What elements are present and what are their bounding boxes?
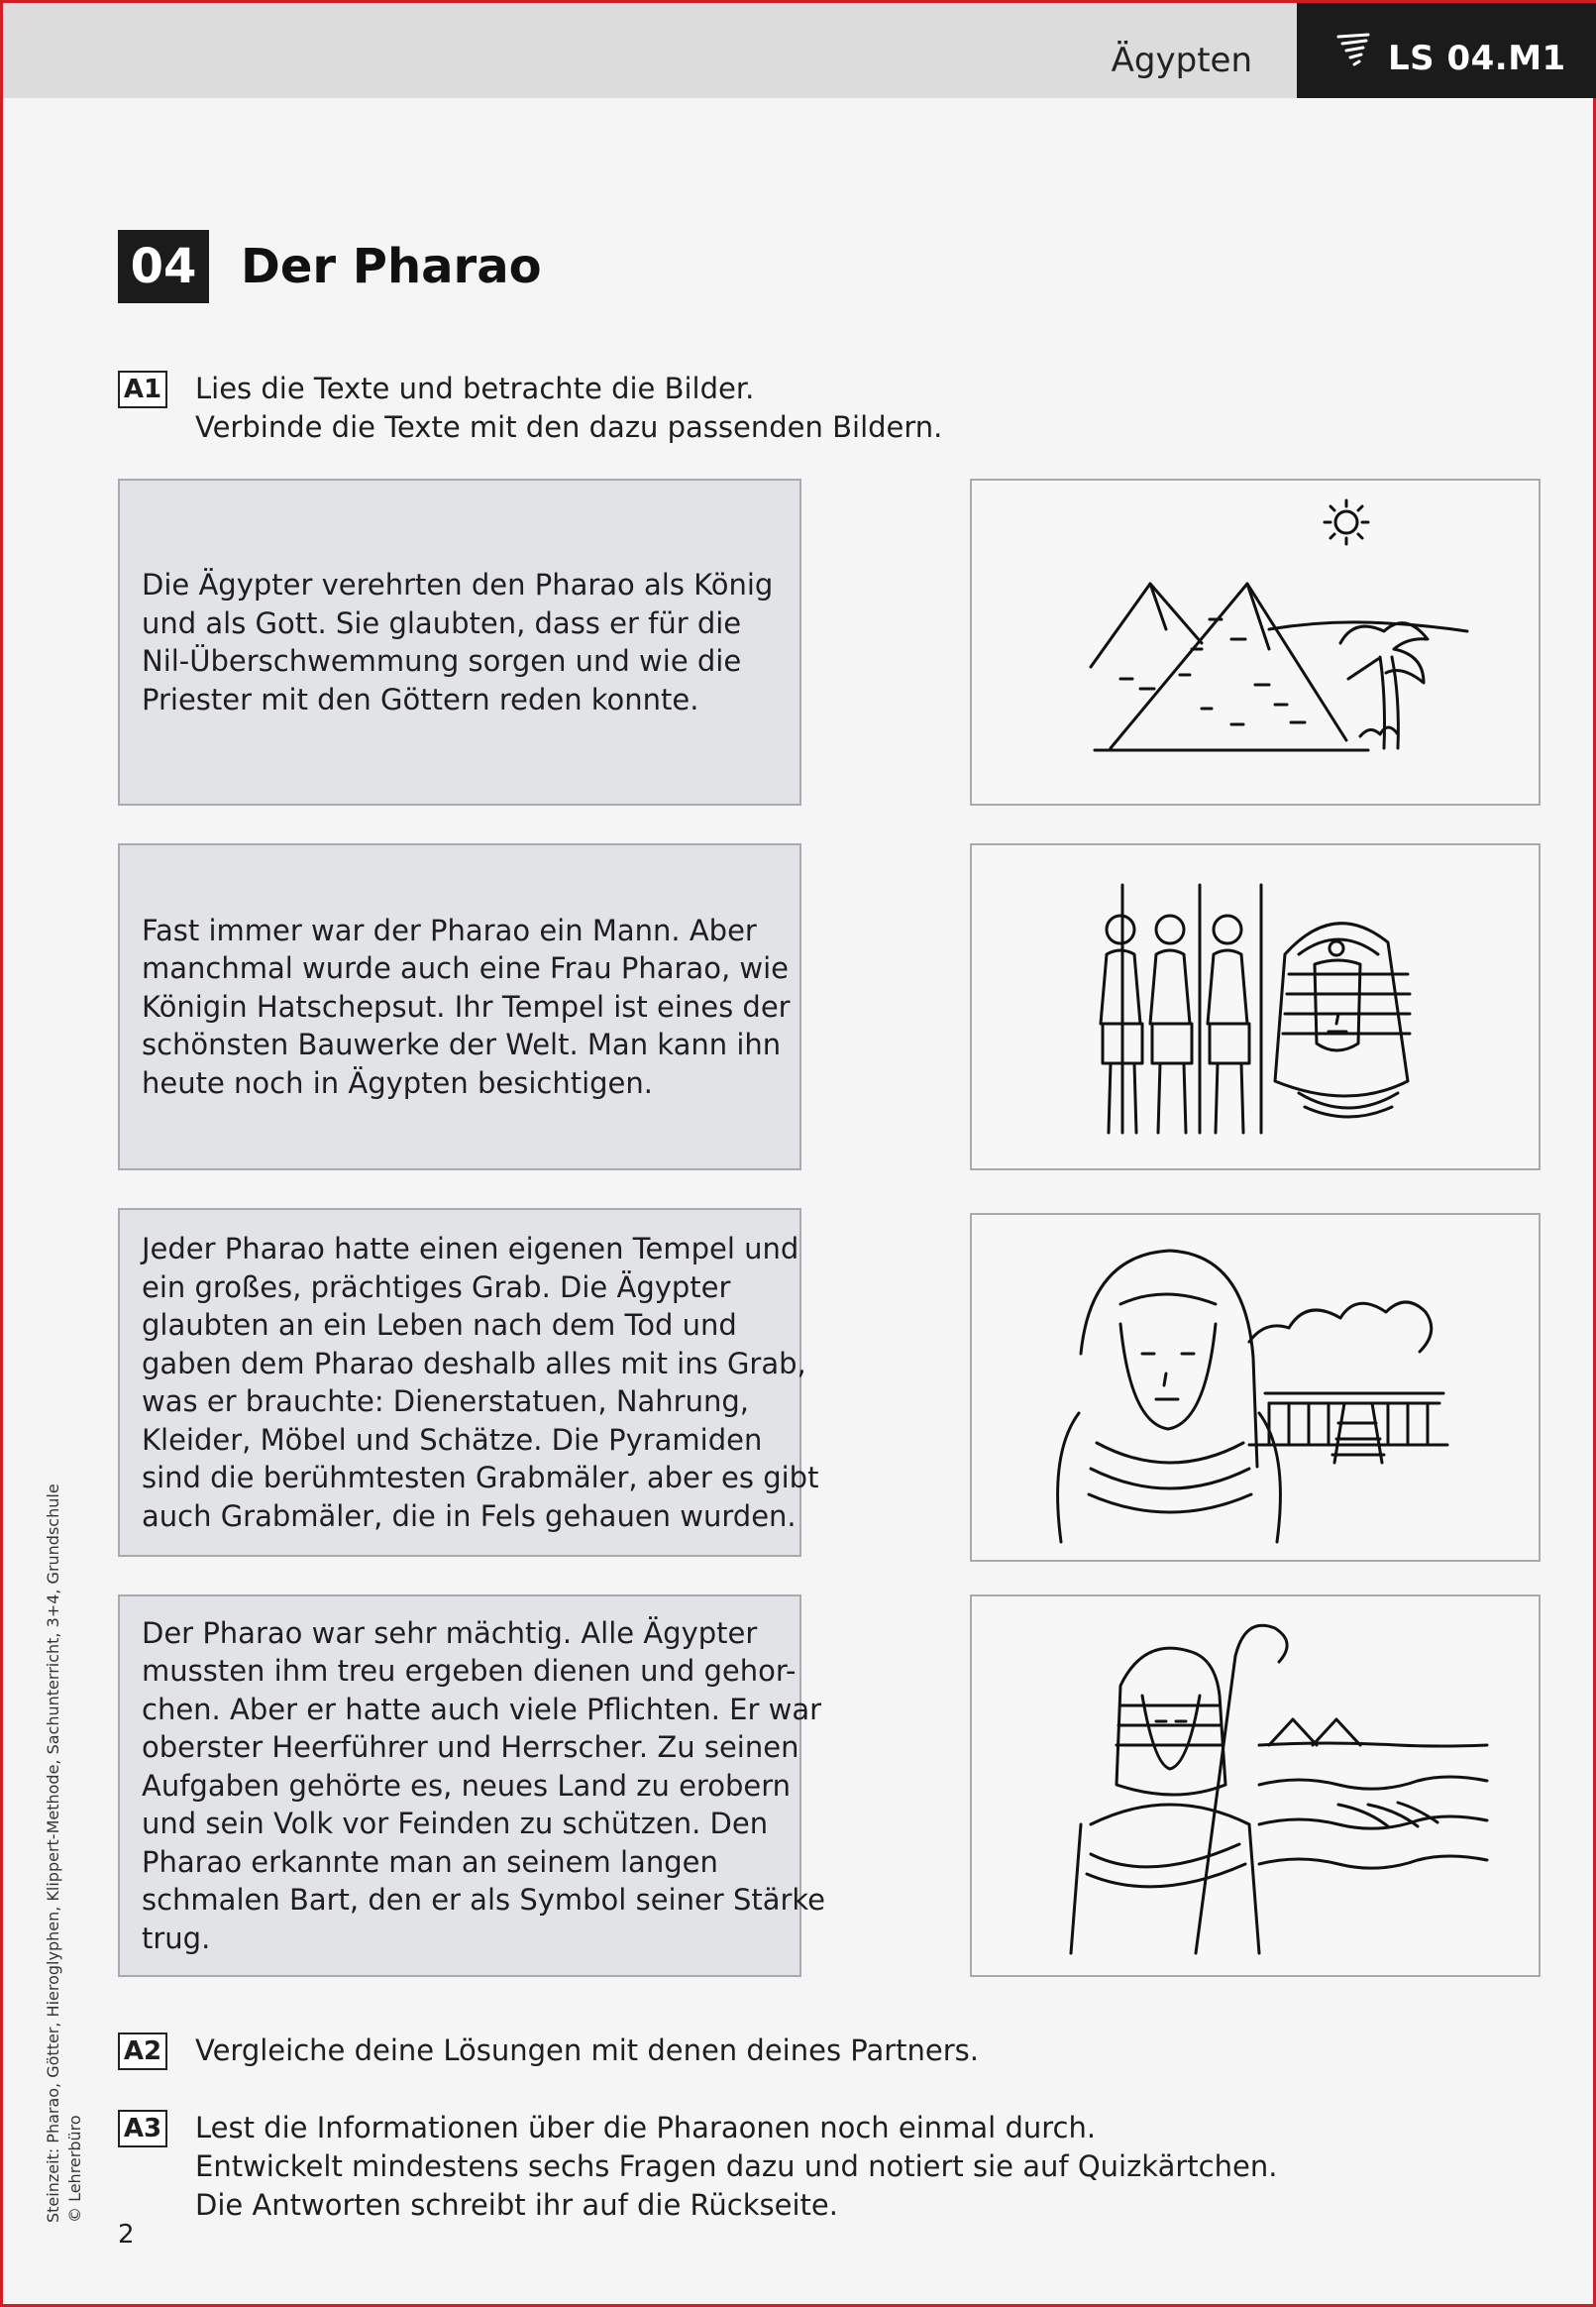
text-line: chen. Aber er hatte auch viele Pflichten. Er war bbox=[142, 1692, 822, 1726]
task-badge-a3: A3 bbox=[118, 2110, 167, 2147]
page-title: Der Pharao bbox=[241, 239, 542, 294]
task-a3-line: Entwickelt mindestens sechs Fragen dazu und notiert sie auf Quizkärtchen. bbox=[195, 2149, 1278, 2183]
text-line: Der Pharao war sehr mächtig. Alle Ägypter bbox=[142, 1615, 758, 1650]
text-line: schmalen Bart, den er als Symbol seiner Stärke bbox=[142, 1883, 826, 1918]
pharaoh-staff-illustration bbox=[972, 1596, 1543, 1979]
task-badge-a2: A2 bbox=[118, 2032, 167, 2070]
text-line: gaben dem Pharao deshalb alles mit ins Grab, bbox=[142, 1346, 806, 1380]
text-card-2[interactable] bbox=[118, 843, 801, 1170]
worksheet-code: LS 04.M1 bbox=[1388, 39, 1566, 78]
chapter-number: 04 bbox=[118, 230, 209, 303]
credit-line: Steinzeit: Pharao, Götter, Hieroglyphen, Klippert-Methode, Sachunterricht, 3+4, Grundschule bbox=[44, 1483, 62, 2223]
text-line: Priester mit den Göttern reden konnte. bbox=[142, 682, 699, 716]
text-card-1[interactable] bbox=[118, 479, 801, 806]
text-line: Königin Hatschepsut. Ihr Tempel ist eines der bbox=[142, 989, 791, 1024]
task-a3-text bbox=[195, 2109, 1277, 2225]
text-line: Pharao erkannte man an seinem langen bbox=[142, 1844, 718, 1879]
pyramids-illustration bbox=[972, 481, 1543, 808]
text-line: und sein Volk vor Feinden zu schützen. Den bbox=[142, 1807, 769, 1841]
task-a1-text bbox=[195, 370, 942, 447]
picture-card-pharaoh-staff[interactable] bbox=[970, 1594, 1541, 1977]
text-line: was er brauchte: Dienerstatuen, Nahrung, bbox=[142, 1384, 749, 1418]
queen-temple-illustration bbox=[972, 1215, 1543, 1564]
text-line: auch Grabmäler, die in Fels gehauen wurden. bbox=[142, 1498, 797, 1533]
text-line: heute noch in Ägypten besichtigen. bbox=[142, 1065, 653, 1100]
text-card-4[interactable] bbox=[118, 1594, 826, 1977]
task-a1-line: Lies die Texte und betrachte die Bilder. bbox=[195, 372, 755, 405]
picture-card-soldiers[interactable] bbox=[970, 843, 1541, 1170]
task-badge-a1: A1 bbox=[118, 371, 167, 408]
text-line: mussten ihm treu ergeben dienen und gehor- bbox=[142, 1654, 797, 1689]
text-line: Aufgaben gehörte es, neues Land zu erobern bbox=[142, 1768, 792, 1803]
tornado-icon bbox=[1336, 33, 1370, 66]
subject-label: Ägypten bbox=[1111, 41, 1252, 80]
text-line: und als Gott. Sie glaubten, dass er für die bbox=[142, 605, 742, 640]
soldiers-pharaoh-illustration bbox=[972, 845, 1543, 1172]
copyright-line: © Lehrerbüro bbox=[65, 2115, 84, 2223]
text-line: trug. bbox=[142, 1921, 211, 1955]
task-a2-line: Vergleiche deine Lösungen mit denen deines Partners. bbox=[195, 2033, 979, 2067]
text-line: schönsten Bauwerke der Welt. Man kann ihn bbox=[142, 1028, 782, 1062]
task-a3-line: Die Antworten schreibt ihr auf die Rückseite. bbox=[195, 2188, 838, 2222]
picture-card-pyramids[interactable] bbox=[970, 479, 1541, 806]
text-line: oberster Heerführer und Herrscher. Zu seinen bbox=[142, 1730, 799, 1765]
side-credit bbox=[43, 1483, 86, 2223]
text-line: glaubten an ein Leben nach dem Tod und bbox=[142, 1308, 737, 1342]
text-line: manchmal wurde auch eine Frau Pharao, wie bbox=[142, 951, 790, 986]
task-a1-line: Verbinde die Texte mit den dazu passenden Bildern. bbox=[195, 410, 943, 444]
text-line: ein großes, prächtiges Grab. Die Ägypter bbox=[142, 1269, 731, 1304]
text-line: Jeder Pharao hatte einen eigenen Tempel und bbox=[142, 1232, 799, 1265]
task-a2-text bbox=[195, 2032, 979, 2070]
worksheet-code-block bbox=[1297, 3, 1596, 98]
text-card-3[interactable] bbox=[118, 1208, 819, 1557]
page-number: 2 bbox=[118, 2220, 135, 2250]
text-line: Fast immer war der Pharao ein Mann. Aber bbox=[142, 913, 757, 947]
text-line: Die Ägypter verehrten den Pharao als König bbox=[142, 568, 774, 602]
text-line: Nil-Überschwemmung sorgen und wie die bbox=[142, 644, 742, 678]
text-line: sind die berühmtesten Grabmäler, aber es gibt bbox=[142, 1461, 819, 1494]
header-bar bbox=[3, 3, 1596, 98]
picture-card-queen-temple[interactable] bbox=[970, 1213, 1541, 1562]
task-a3-line: Lest die Informationen über die Pharaonen noch einmal durch. bbox=[195, 2111, 1097, 2144]
text-line: Kleider, Möbel und Schätze. Die Pyramiden bbox=[142, 1422, 763, 1457]
